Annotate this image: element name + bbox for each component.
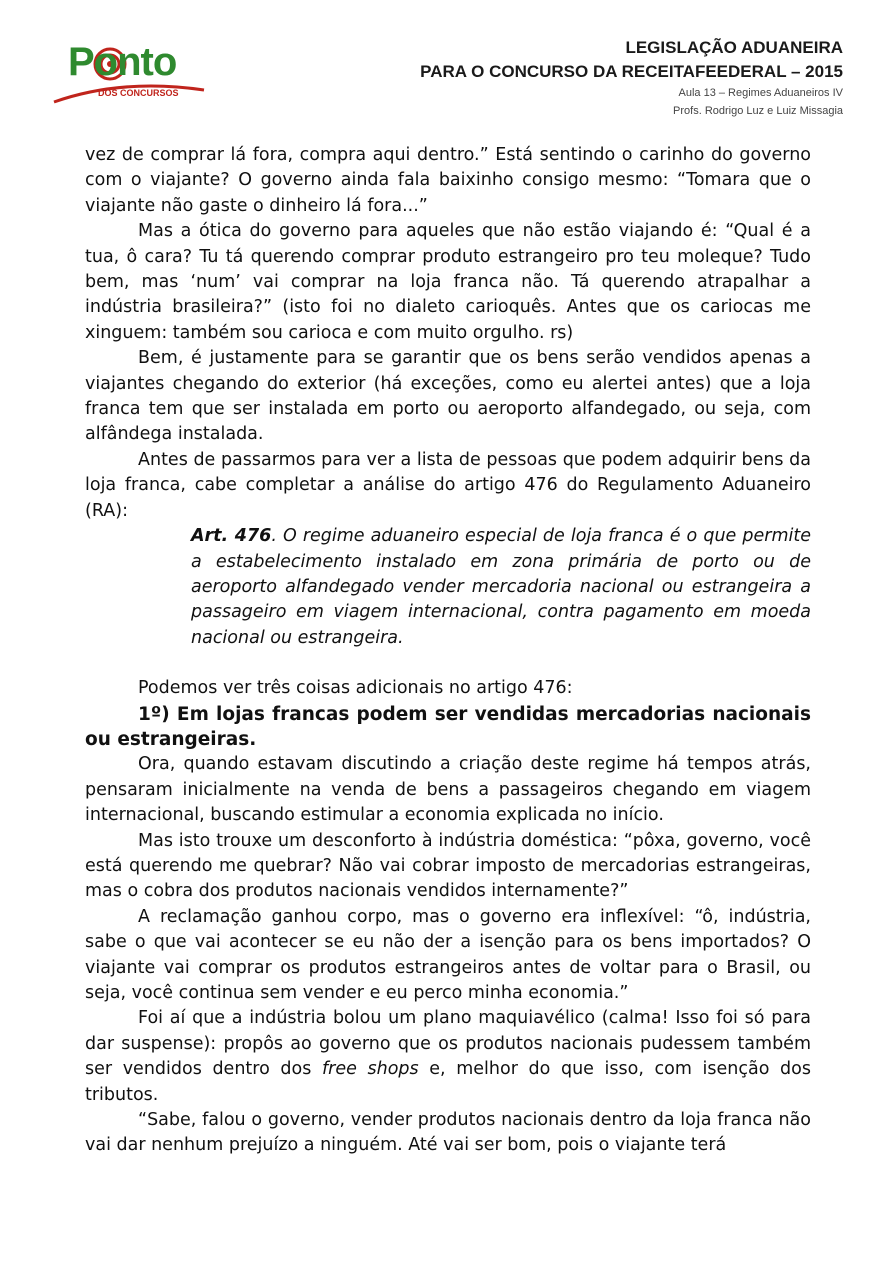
article-label: Art. 476 — [191, 526, 272, 547]
page-content — [85, 143, 811, 1159]
header-title-line2: PARA O CONCURSO DA RECEITAFEEDERAL – 2015 — [420, 62, 843, 81]
paragraph: Antes de passarmos para ver a lista de pessoas que podem adquirir bens da loja franca, cabe completar a análise do artigo 476 do Regulamento Aduaneiro (RA): — [85, 449, 811, 521]
article-text: . O regime aduaneiro especial de loja franca é o que permite a estabelecimento instalado em zona primária de porto ou de aeroporto alfandegado vender mercadoria nacional ou estrangeira a passageiro em viagem internacional, contra pagamento em moeda nacional ou estrangeira. — [191, 526, 811, 648]
paragraph: A reclamação ganhou corpo, mas o governo era inflexível: “ô, indústria, sabe o que vai acontecer se eu não der a isenção para os bens importados? O viajante vai comprar os produtos estrangeiros antes de voltar para o Brasil, ou seja, você continua sem vender e eu perco minha economia.” — [85, 906, 811, 1003]
paragraph: Mas isto trouxe um desconforto à indústria doméstica: “pôxa, governo, você está querendo me quebrar? Não vai cobrar imposto de mercadorias estrangeiras, mas o cobra dos produtos nacionais vendidos internamente?” — [85, 830, 811, 902]
logo-subtitle: DOS CONCURSOS — [98, 88, 179, 98]
header-professors: Profs. Rodrigo Luz e Luiz Missagia — [673, 105, 843, 117]
section-heading: 1º) Em lojas francas podem ser vendidas mercadorias nacionais ou estrangeiras. — [85, 703, 811, 750]
paragraph — [85, 1006, 811, 1108]
paragraph-part: Foi aí que a indústria bolou um plano maquiavélico (calma! Isso foi só para dar suspense): propôs ao governo que os produtos nacionais pudessem também ser vendidos dentro dos — [85, 1008, 811, 1080]
logo-word: Ponto — [68, 40, 177, 84]
paragraph-part: e, melhor do que isso, com isenção dos tributos. — [85, 1059, 811, 1105]
paragraph: Mas a ótica do governo para aqueles que não estão viajando é: “Qual é a tua, ô cara? Tu tá querendo comprar produto estrangeiro pro teu moleque? Tudo bem, mas ‘num’ vai comprar na loja franca não. Tá querendo atrapalhar a indústria brasileira?” (isto foi no dialeto carioquês. Antes que os cariocas me xinguem: também sou carioca e com muito orgulho. rs) — [85, 221, 811, 343]
header-title-line1: LEGISLAÇÃO ADUANEIRA — [625, 38, 843, 57]
paragraph: Bem, é justamente para se garantir que os bens serão vendidos apenas a viajantes chegando do exterior (há exceções, como eu alertei antes) que a loja franca tem que ser instalada em porto ou aeroporto alfandegado, ou seja, com alfândega instalada. — [85, 348, 811, 445]
paragraph: vez de comprar lá fora, compra aqui dentro.” Está sentindo o carinho do governo com o viajante? O governo ainda fala baixinho consigo mesmo: “Tomara que o viajante não gaste o dinheiro lá fora...” — [85, 145, 811, 216]
spacer — [85, 651, 811, 676]
paragraph: Ora, quando estavam discutindo a criação deste regime há tempos atrás, pensaram inicialmente na venda de bens a passageiros chegando em viagem internacional, buscando estimular a economia explicada no início. — [85, 754, 811, 826]
article-quote — [191, 524, 811, 651]
header-lesson: Aula 13 – Regimes Aduaneiros IV — [678, 87, 843, 99]
paragraph: Podemos ver três coisas adicionais no artigo 476: — [138, 678, 573, 699]
free-shops-term: free shops — [321, 1059, 419, 1080]
logo — [52, 38, 212, 110]
paragraph: “Sabe, falou o governo, vender produtos nacionais dentro da loja franca não vai dar nenhum prejuízo a ninguém. Até vai ser bom, pois o viajante terá — [85, 1110, 811, 1156]
